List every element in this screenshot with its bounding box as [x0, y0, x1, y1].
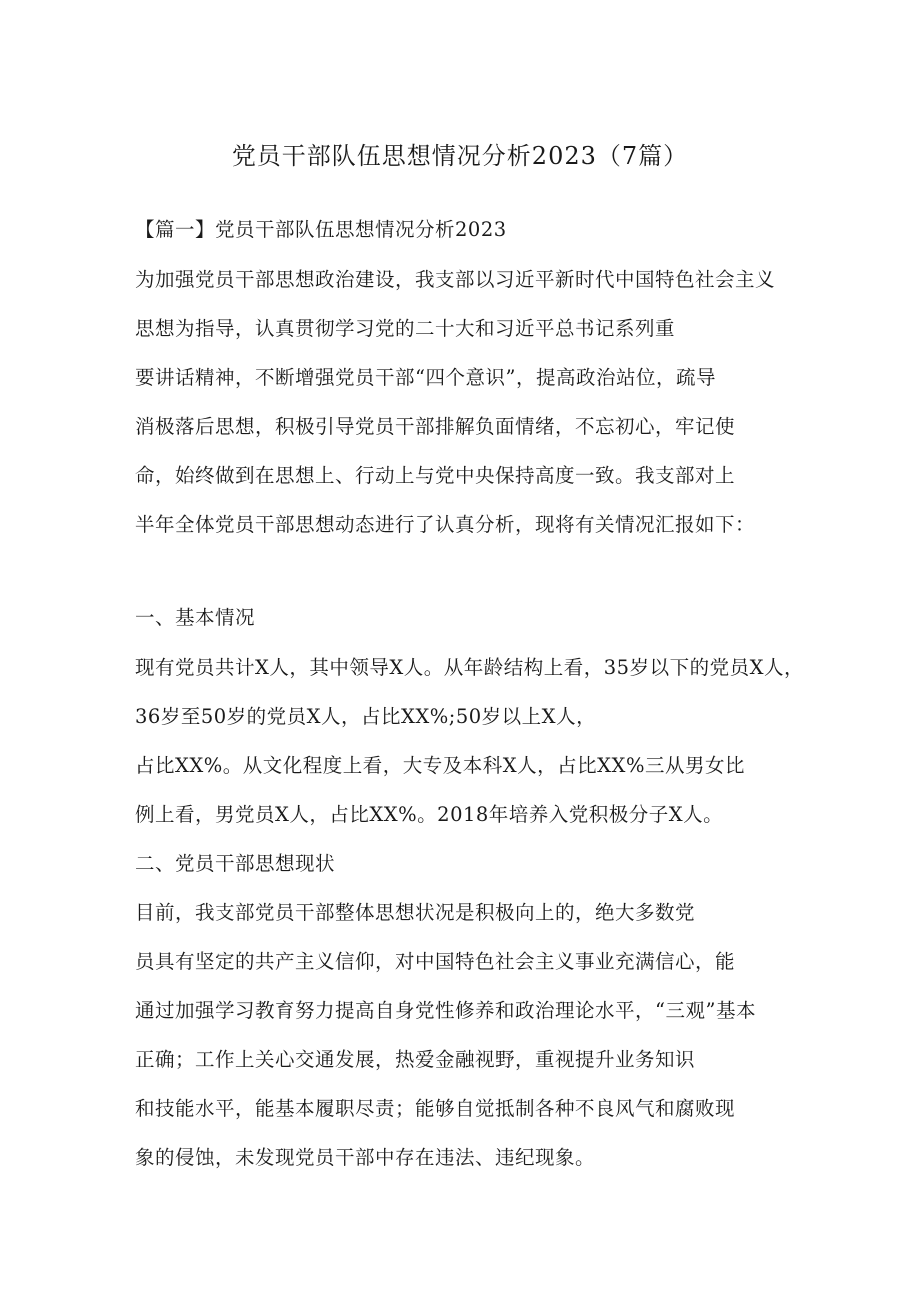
intro-line: 要讲话精神，不断增强党员干部“四个意识”，提高政治站位，疏导	[135, 366, 716, 389]
part2-heading: 二、党员干部思想现状	[135, 852, 336, 875]
part2-line: 正确；工作上关心交通发展，热爱金融视野，重视提升业务知识	[135, 1048, 696, 1071]
intro-line: 消极落后思想，积极引导党员干部排解负面情绪，不忘初心，牢记使	[135, 415, 736, 438]
part2-line: 象的侵蚀，未发现党员干部中存在违法、违纪现象。	[135, 1146, 596, 1169]
intro-line: 为加强党员干部思想政治建设，我支部以习近平新时代中国特色社会主义	[135, 268, 776, 291]
part1-line: 例上看，男党员X人，占比XX%。2018年培养入党积极分子X人。	[135, 803, 724, 826]
part1-heading: 一、基本情况	[135, 606, 256, 629]
section-heading: 【篇一】党员干部队伍思想情况分析2023	[135, 218, 507, 241]
part1-line: 占比XX%。从文化程度上看，大专及本科X人，占比XX%三从男女比	[135, 754, 745, 777]
intro-line: 半年全体党员干部思想动态进行了认真分析，现将有关情况汇报如下：	[135, 513, 756, 536]
part1-line: 现有党员共计X人，其中领导X人。从年龄结构上看，35岁以下的党员X人，	[135, 656, 804, 679]
part2-line: 员具有坚定的共产主义信仰，对中国特色社会主义事业充满信心，能	[135, 950, 736, 973]
document-title: 党员干部队伍思想情况分析2023（7篇）	[231, 142, 689, 170]
part2-line: 通过加强学习教育努力提高自身党性修养和政治理论水平，“三观”基本	[135, 999, 756, 1022]
part2-line: 目前，我支部党员干部整体思想状况是积极向上的，绝大多数党	[135, 901, 696, 924]
part2-line: 和技能水平，能基本履职尽责；能够自觉抵制各种不良风气和腐败现	[135, 1097, 736, 1120]
intro-line: 思想为指导，认真贯彻学习党的二十大和习近平总书记系列重	[135, 317, 676, 340]
part1-line: 36岁至50岁的党员X人，占比XX%;50岁以上X人，	[135, 705, 597, 728]
intro-line: 命，始终做到在思想上、行动上与党中央保持高度一致。我支部对上	[135, 464, 736, 487]
